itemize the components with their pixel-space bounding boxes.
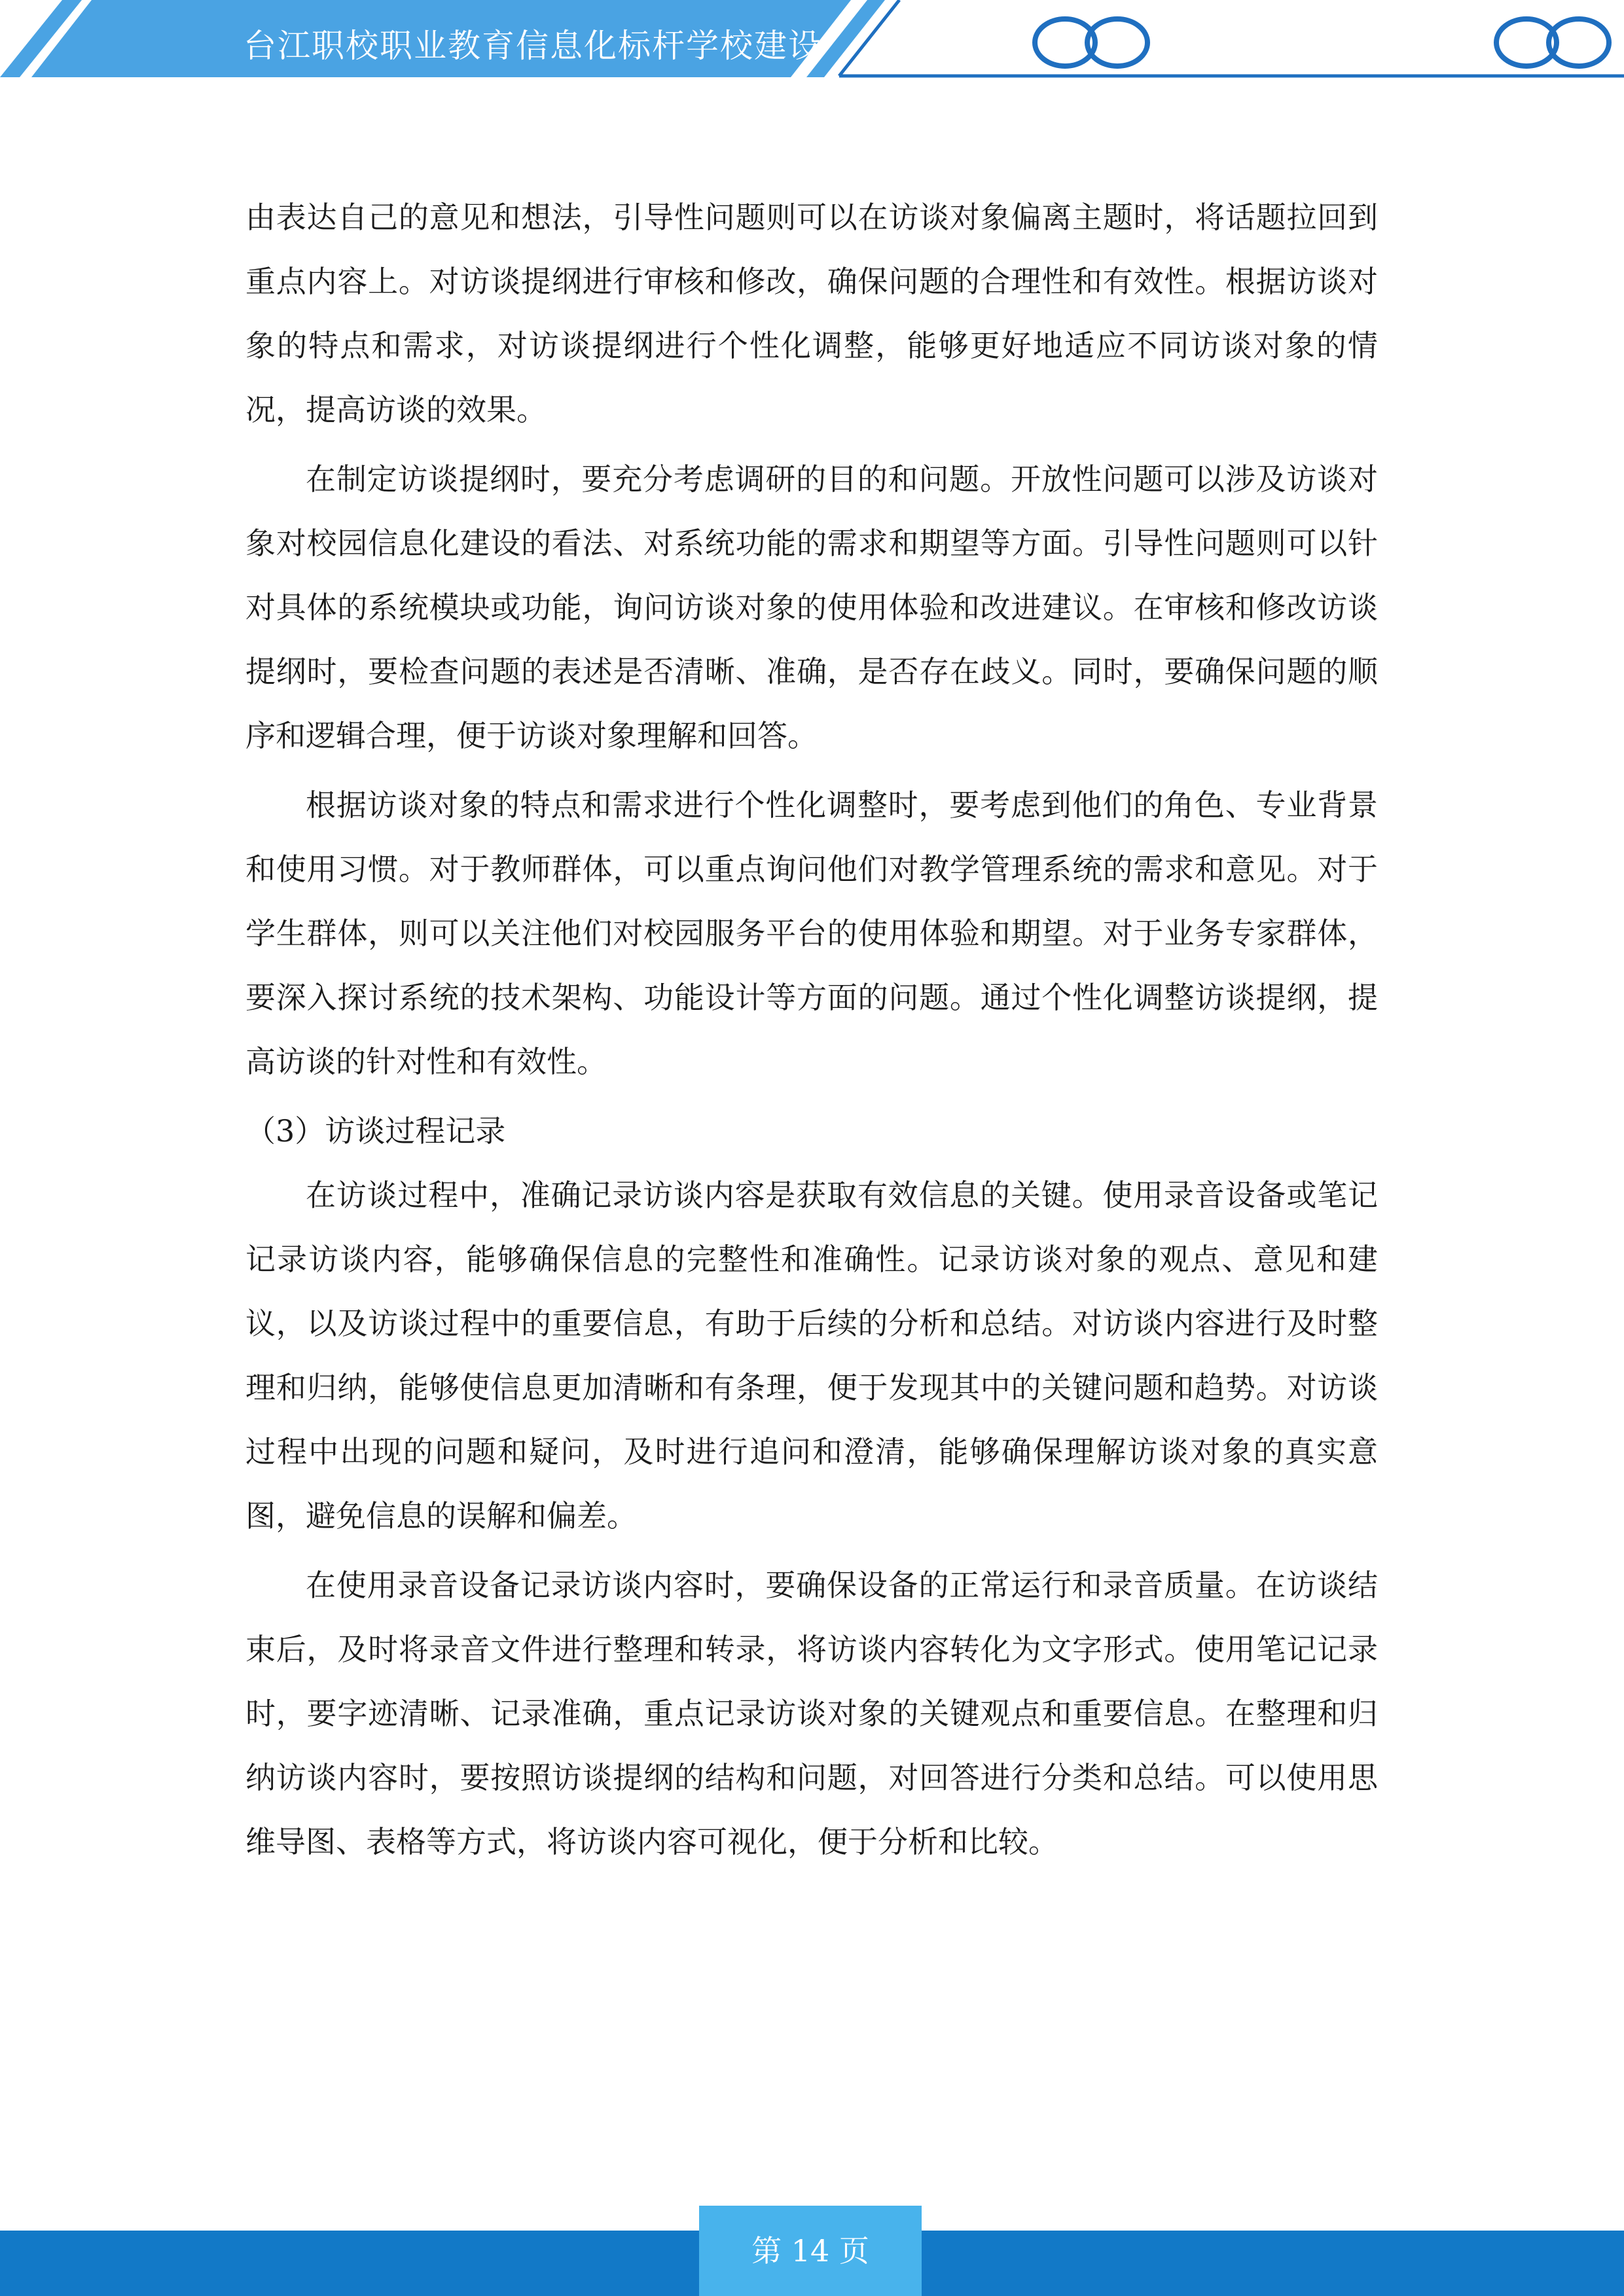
page-number: 第 14 页 <box>699 2206 922 2296</box>
body-paragraph: 在访谈过程中，准确记录访谈内容是获取有效信息的关键。使用录音设备或笔记记录访谈内容，能够确保信息的完整性和准确性。记录访谈对象的观点、意见和建议，以及访谈过程中的重要信息，有助于后续的分析和总结。对访谈内容进行及时整理和归纳，能够使信息更加清晰和有条理，便于发现其中的关键问题和趋势。对访谈过程中出现的问题和疑问，及时进行追问和澄清，能够确保理解访谈对象的真实意图，避免信息的误解和偏差。 <box>245 1177 1378 1534</box>
rings-logo-icon <box>1496 19 1609 66</box>
page-header <box>0 0 1624 85</box>
body-paragraph: 根据访谈对象的特点和需求进行个性化调整时，要考虑到他们的角色、专业背景和使用习惯。对于教师群体，可以重点询问他们对教学管理系统的需求和意见。对于学生群体，则可以关注他们对校园服务平台的使用体验和期望。对于业务专家群体，要深入探讨系统的技术架构、功能设计等方面的问题。通过个性化调整访谈提纲，提高访谈的针对性和有效性。 <box>245 787 1378 1079</box>
section-heading: （3）访谈过程记录 <box>245 1113 506 1149</box>
body-paragraph: 在使用录音设备记录访谈内容时，要确保设备的正常运行和录音质量。在访谈结束后，及时将录音文件进行整理和转录，将访谈内容转化为文字形式。使用笔记记录时，要字迹清晰、记录准确，重点记录访谈对象的关键观点和重要信息。在整理和归纳访谈内容时，要按照访谈提纲的结构和问题，对回答进行分类和总结。可以使用思维导图、表格等方式，将访谈内容可视化，便于分析和比较。 <box>245 1568 1378 1859</box>
document-body <box>245 185 1378 1879</box>
body-paragraph: 在制定访谈提纲时，要充分考虑调研的目的和问题。开放性问题可以涉及访谈对象对校园信息化建设的看法、对系统功能的需求和期望等方面。引导性问题则可以针对具体的系统模块或功能，询问访谈对象的使用体验和改进建议。在审核和修改访谈提纲时，要检查问题的表述是否清晰、准确，是否存在歧义。同时，要确保问题的顺序和逻辑合理，便于访谈对象理解和回答。 <box>245 461 1378 753</box>
header-title: 台江职校职业教育信息化标杆学校建设 <box>244 27 822 65</box>
body-paragraph: 由表达自己的意见和想法，引导性问题则可以在访谈对象偏离主题时，将话题拉回到重点内容上。对访谈提纲进行审核和修改，确保问题的合理性和有效性。根据访谈对象的特点和需求，对访谈提纲进行个性化调整，能够更好地适应不同访谈对象的情况，提高访谈的效果。 <box>245 200 1378 427</box>
rings-logo-icon <box>1035 19 1147 66</box>
